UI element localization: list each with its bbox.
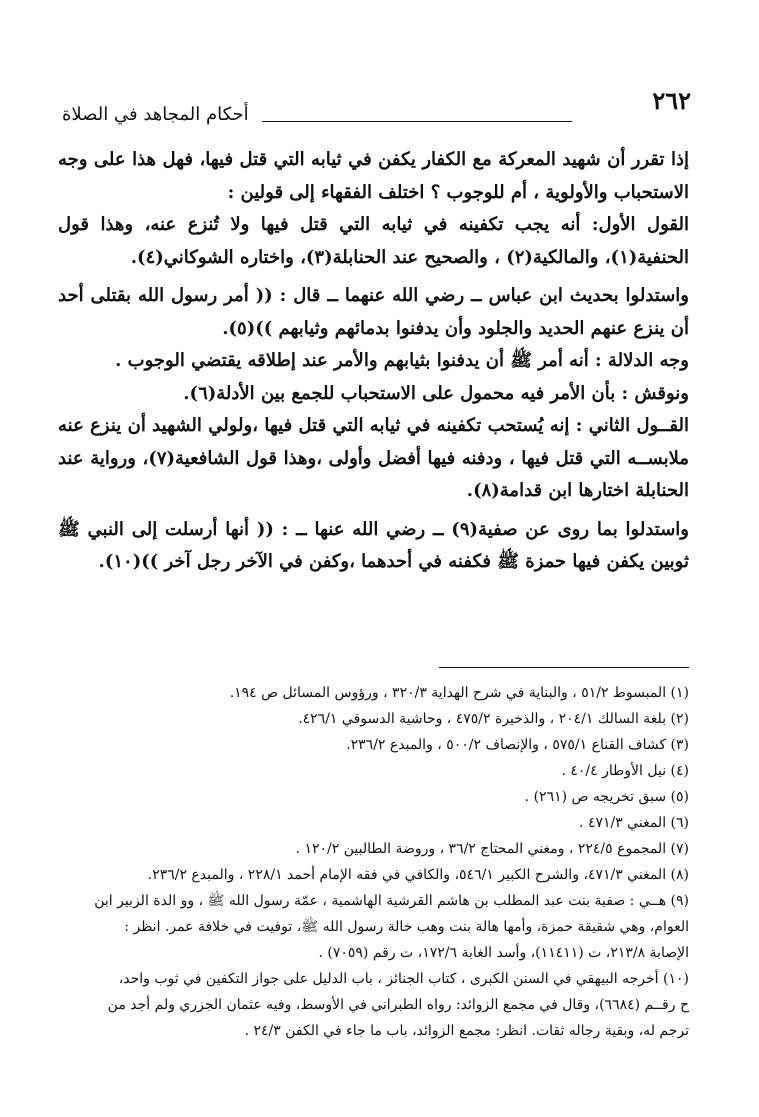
footnote-10: (١٠) أخرجه البيهقي في السنن الكبرى ، كتاب الجنائز ، باب الدليل على جواز التكفين في ثوب واحد، (118, 971, 689, 987)
footnote-9: (٩) هــي : صفية بنت عبد المطلب بن هاشم القرشية الهاشمية ، عمّة رسول الله ﷺ ، وو الدة الزبير ابن (94, 893, 689, 909)
page-number: ٢٦٢ (652, 86, 691, 115)
footnote-1: (١) المبسوط ٥١/٢ ، والبناية في شرح الهداية ٣٢٠/٣ ، ورؤوس المسائل ص ١٩٤. (229, 685, 689, 701)
footnote-10-line-2: ح رقــم (٦٦٨٤)، وقال في مجمع الزوائد: رواه الطبراني في الأوسط، وفيه عثمان الجزري ولم أجد من (107, 997, 689, 1013)
footnote-7: (٧) المجموع ٢٢٤/٥ ، ومغني المحتاج ٣٦/٢ ، وروضة الطالبين ١٢٠/٢ . (295, 841, 689, 857)
paragraph-second-opinion: القــول الثاني : إنه يُستحب تكفينه في ثيابه التي قتل فيها ،ولولي الشهيد أن ينزع عنه ملابســه التي قتل فيها ، ودفنه فيها أفضل وأولى ،وهذا قول الشافعية(٧)، ورواية عند الحنابلة اختارها ابن قدامة(٨). (58, 415, 689, 501)
paragraph-first-opinion: القول الأول: أنه يجب تكفينه في ثيابه التي قتل فيها ولا تُنزع عنه، وهذا قول الحنفية(١)، والمالكية(٢) ، والصحيح عند الحنابلة(٣)، واختاره الشوكاني(٤). (58, 214, 689, 268)
footnote-2: (٢) بلغة السالك ٢٠٤/١ ، والذخيرة ٤٧٥/٢ ، وحاشية الدسوقي ٤٢٦/١. (298, 711, 689, 727)
footnote-3: (٣) كشاف القناع ٥٧٥/١ ، والإنصاف ٥٠٠/٢ ، والمبدع ٢٣٦/٢. (346, 737, 689, 753)
header-rule (262, 121, 572, 122)
footnote-9-line-2: العوام، وهي شقيقة حمزة، وأمها هالة بنت وهب خالة رسول الله ﷺ، توفيت في خلافة عمر. انظر : (124, 919, 689, 935)
body-text (58, 144, 689, 579)
footnote-8: (٨) المغني ٤٧١/٣، والشرح الكبير ٥٤٦/١، والكافي في فقه الإمام أحمد ٢٢٨/١ ، والمبدع ٢٣٦/٢. (147, 867, 689, 883)
paragraph-intro: إذا تقرر أن شهيد المعركة مع الكفار يكفن في ثيابه التي قتل فيها، فهل هذا على وجه الاستحباب والأولوية ، أم للوجوب ؟ اختلف الفقهاء إلى قولين : (58, 149, 689, 203)
footnote-separator (439, 667, 689, 668)
footnote-9-line-3: الإصابة ٢١٣/٨، ت (١١٤١١)، وأسد الغابة ١٧٢/٦، ت رقم (٧٠٥٩) . (318, 945, 689, 961)
paragraph-first-evidence: واستدلوا بحديث ابن عباس ــ رضي الله عنهما ــ قال : (( أمر رسول الله بقتلى أحد أن ينزع عنهم الحديد والجلود وأن يدفنوا بدمائهم وثيابهم ))(٥). (58, 285, 689, 339)
footnotes (62, 680, 689, 1044)
paragraph-second-evidence: واستدلوا بما روى عن صفية(٩) ــ رضي الله عنها ــ : (( أنها أرسلت إلى النبي ﷺ ثوبين يكفن فيها حمزة ﷺ فكفنه في أحدهما ،وكفن في الآخر رجل آخر ))(١٠). (58, 518, 689, 572)
footnote-4: (٤) نيل الأوطار ٤٠/٤ . (561, 763, 689, 779)
footnote-6: (٦) المغني ٤٧١/٣ . (579, 815, 689, 831)
paragraph-first-rebuttal: ونوقش : بأن الأمر فيه محمول على الاستحباب للجمع بين الأدلة(٦). (183, 382, 689, 404)
footnote-10-line-3: ترجم له، وبقية رجاله ثقات. انظر: مجمع الزوائد، باب ما جاء في الكفن ٢٤/٣ . (244, 1023, 689, 1039)
footnote-5: (٥) سبق تخريجه ص (٢٦١) . (524, 789, 689, 805)
paragraph-first-indication: وجه الدلالة : أنه أمر ﷺ أن يدفنوا بثيابهم والأمر عند إطلاقه يقتضي الوجوب . (115, 350, 689, 371)
running-title: أحكام المجاهد في الصلاة (62, 104, 249, 125)
